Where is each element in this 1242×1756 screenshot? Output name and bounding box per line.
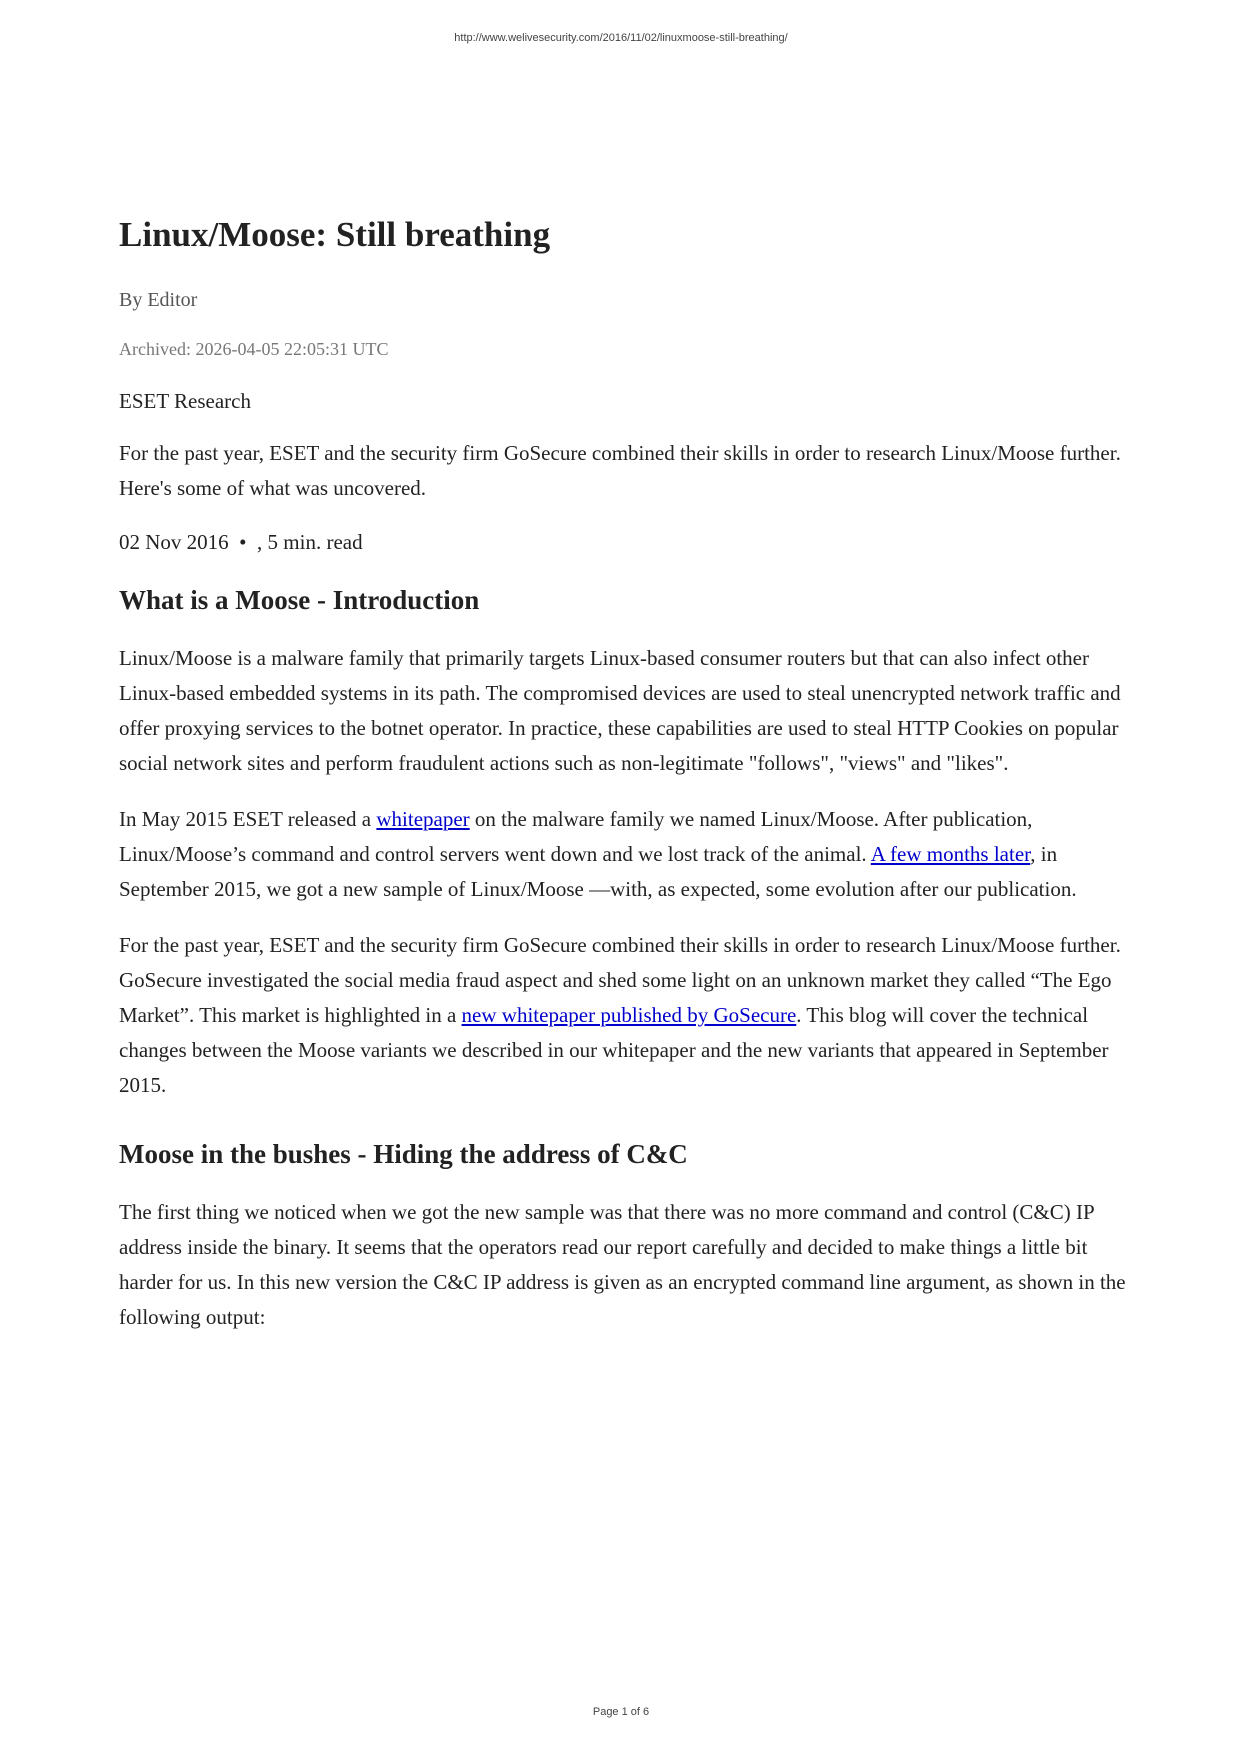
text: For the past year, ESET and the security firm GoSecure combined their skills in order to research Linux/Moose further. GoSecure investigated the social media fraud aspect and shed some light on an unknown market they called “The Ego Market”. This market is highlighted in a bbox=[119, 933, 1121, 1027]
whitepaper-link[interactable]: whitepaper bbox=[376, 807, 470, 831]
bullet-separator: • bbox=[239, 530, 247, 554]
section-heading-cnc: Moose in the bushes - Hiding the address of C&C bbox=[119, 1139, 688, 1169]
date: 02 Nov 2016 bbox=[119, 530, 229, 554]
page-title: Linux/Moose: Still breathing bbox=[119, 215, 551, 254]
paragraph bbox=[119, 928, 1129, 1103]
text: , in September 2015, we got a new sample of Linux/Moose —with, as expected, some evolution after our publication. bbox=[119, 842, 1077, 901]
category: ESET Research bbox=[119, 389, 251, 413]
article bbox=[119, 212, 1129, 1356]
summary: For the past year, ESET and the security firm GoSecure combined their skills in order to research Linux/Moose further. Here's some of what was uncovered. bbox=[119, 441, 1121, 500]
paragraph: Linux/Moose is a malware family that primarily targets Linux-based consumer routers but that can also infect other Linux-based embedded systems in its path. The compromised devices are used to steal unencrypted network traffic and offer proxying services to the botnet operator. In practice, these capabilities are used to steal HTTP Cookies on popular social network sites and perform fraudulent actions such as non-legitimate "follows", "views" and "likes". bbox=[119, 646, 1121, 775]
byline: By Editor bbox=[119, 289, 198, 311]
text: In May 2015 ESET released a bbox=[119, 807, 377, 831]
archived-timestamp: Archived: 2026-04-05 22:05:31 UTC bbox=[119, 339, 389, 359]
gosecure-whitepaper-link[interactable]: new whitepaper published by GoSecure bbox=[461, 1003, 797, 1027]
article-meta bbox=[119, 527, 1129, 557]
read-time: , 5 min. read bbox=[257, 530, 363, 554]
page-url: http://www.welivesecurity.com/2016/11/02/linuxmoose-still-breathing/ bbox=[454, 32, 788, 44]
paragraph bbox=[119, 802, 1129, 907]
few-months-later-link[interactable]: A few months later bbox=[870, 842, 1031, 866]
text: on the malware family we named Linux/Moose. After publication, Linux/Moose’s command and control servers went down and we lost track of the animal. bbox=[119, 807, 1033, 866]
paragraph: The first thing we noticed when we got the new sample was that there was no more command and control (C&C) IP address inside the binary. It seems that the operators read our report carefully and decided to make things a little bit harder for us. In this new version the C&C IP address is given as an encrypted command line argument, as shown in the following output: bbox=[119, 1200, 1126, 1329]
page-number: Page 1 of 6 bbox=[592, 1706, 650, 1718]
text: . This blog will cover the technical changes between the Moose variants we described in our whitepaper and the new variants that appeared in September 2015. bbox=[119, 1003, 1109, 1097]
section-heading-introduction: What is a Moose - Introduction bbox=[119, 585, 480, 615]
